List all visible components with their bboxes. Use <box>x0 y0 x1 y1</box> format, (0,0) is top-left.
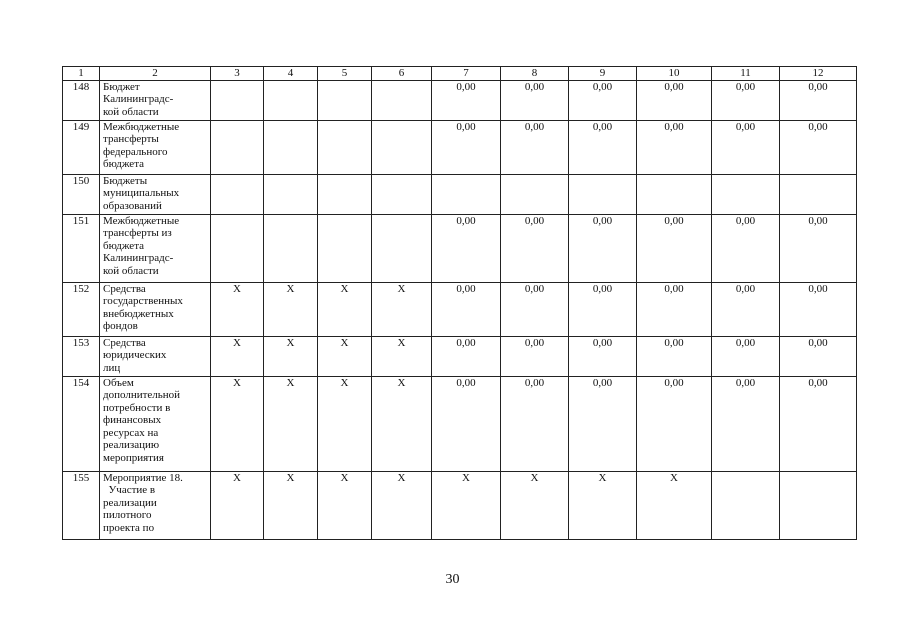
value-cell <box>372 80 432 120</box>
row-name-line: Участие в <box>103 484 156 496</box>
row-name-line: реализации <box>103 496 157 509</box>
table-row <box>63 336 857 376</box>
column-header: 12 <box>780 67 857 81</box>
value-cell: X <box>264 376 318 471</box>
value-cell <box>372 214 432 282</box>
table-row <box>63 282 857 336</box>
column-header: 4 <box>264 67 318 81</box>
value-cell: 0,00 <box>637 282 712 336</box>
row-name-line: трансферты из <box>103 227 172 239</box>
row-name-line: финансовых <box>103 414 162 426</box>
value-cell: 0,00 <box>569 80 637 120</box>
row-name-line: трансферты <box>103 133 159 145</box>
row-name-line: бюджета <box>103 239 145 252</box>
page-number: 30 <box>445 572 460 587</box>
row-name-cell <box>100 282 211 336</box>
row-name-line: Объем <box>103 376 134 389</box>
value-cell: 0,00 <box>432 282 501 336</box>
row-name-line: ресурсах на <box>103 426 159 439</box>
table-row <box>63 376 857 471</box>
value-cell: X <box>569 471 637 539</box>
value-cell <box>372 120 432 174</box>
column-header: 8 <box>501 67 569 81</box>
value-cell <box>780 471 857 539</box>
row-name-line: Бюджет <box>103 80 140 93</box>
value-cell <box>264 120 318 174</box>
row-name-line: федерального <box>103 145 168 158</box>
row-name-cell <box>100 471 211 539</box>
value-cell: 0,00 <box>712 214 780 282</box>
table-row <box>63 120 857 174</box>
table-row <box>63 471 857 539</box>
column-header: 3 <box>211 67 264 81</box>
value-cell: 0,00 <box>569 120 637 174</box>
row-name-line: Мероприятие 18. <box>103 471 183 484</box>
value-cell: 0,00 <box>780 336 857 376</box>
value-cell: X <box>637 471 712 539</box>
row-name-line: фондов <box>103 320 138 332</box>
value-cell <box>211 214 264 282</box>
value-cell: X <box>372 336 432 376</box>
value-cell <box>211 174 264 214</box>
value-cell: 0,00 <box>712 282 780 336</box>
row-name-line: образований <box>103 199 162 212</box>
value-cell: 0,00 <box>637 80 712 120</box>
value-cell: 0,00 <box>780 80 857 120</box>
value-cell: 0,00 <box>501 376 569 471</box>
row-name-line: Средства <box>103 336 146 349</box>
value-cell: 0,00 <box>432 376 501 471</box>
column-header: 2 <box>100 67 211 81</box>
column-header: 10 <box>637 67 712 81</box>
value-cell <box>264 80 318 120</box>
table-body <box>63 80 857 539</box>
value-cell: 0,00 <box>637 214 712 282</box>
value-cell: 0,00 <box>501 336 569 376</box>
value-cell: 0,00 <box>712 336 780 376</box>
row-number: 155 <box>63 471 100 539</box>
row-name-cell <box>100 174 211 214</box>
row-name-line: потребности в <box>103 401 171 414</box>
column-header: 1 <box>63 67 100 81</box>
row-name-line: лиц <box>103 361 121 374</box>
row-name-line: государственных <box>103 295 183 307</box>
row-name-line: Межбюджетные <box>103 120 180 133</box>
column-header: 7 <box>432 67 501 81</box>
row-name-line: муниципальных <box>103 187 180 199</box>
value-cell <box>318 174 372 214</box>
row-number: 151 <box>63 214 100 282</box>
value-cell <box>372 174 432 214</box>
value-cell: X <box>318 376 372 471</box>
value-cell: 0,00 <box>501 282 569 336</box>
value-cell: 0,00 <box>501 214 569 282</box>
value-cell: X <box>372 376 432 471</box>
value-cell <box>432 174 501 214</box>
budget-table <box>62 66 857 540</box>
row-name-line: Средства <box>103 282 146 295</box>
row-name-line: внебюджетных <box>103 307 174 320</box>
value-cell: 0,00 <box>780 214 857 282</box>
row-number: 152 <box>63 282 100 336</box>
table-header-row <box>63 67 857 81</box>
row-name-cell <box>100 376 211 471</box>
value-cell: X <box>432 471 501 539</box>
value-cell: X <box>211 282 264 336</box>
value-cell <box>637 174 712 214</box>
row-name-line: проекта по <box>103 521 155 534</box>
value-cell: 0,00 <box>432 336 501 376</box>
value-cell <box>264 174 318 214</box>
value-cell: 0,00 <box>780 282 857 336</box>
value-cell: 0,00 <box>569 214 637 282</box>
row-number: 149 <box>63 120 100 174</box>
row-name-line: мероприятия <box>103 451 164 464</box>
value-cell: X <box>372 471 432 539</box>
value-cell: X <box>318 336 372 376</box>
value-cell: X <box>211 471 264 539</box>
value-cell: 0,00 <box>637 120 712 174</box>
value-cell: 0,00 <box>712 80 780 120</box>
value-cell: 0,00 <box>780 120 857 174</box>
row-name-cell <box>100 120 211 174</box>
row-name-line: Бюджеты <box>103 174 148 187</box>
row-name-line: дополнительной <box>103 389 181 401</box>
row-name-line: юридических <box>103 349 167 361</box>
value-cell: 0,00 <box>712 120 780 174</box>
value-cell: 0,00 <box>432 80 501 120</box>
row-name-line: кой области <box>103 105 159 118</box>
row-name-line: Межбюджетные <box>103 214 180 227</box>
value-cell: 0,00 <box>637 336 712 376</box>
row-number: 148 <box>63 80 100 120</box>
value-cell: X <box>264 282 318 336</box>
row-name-line: бюджета <box>103 158 145 170</box>
value-cell: 0,00 <box>501 120 569 174</box>
value-cell <box>712 471 780 539</box>
table-row <box>63 214 857 282</box>
row-name-cell <box>100 80 211 120</box>
value-cell <box>501 174 569 214</box>
column-header: 11 <box>712 67 780 81</box>
row-number: 154 <box>63 376 100 471</box>
value-cell: 0,00 <box>569 376 637 471</box>
value-cell: 0,00 <box>501 80 569 120</box>
value-cell <box>712 174 780 214</box>
row-name-cell <box>100 336 211 376</box>
value-cell: 0,00 <box>432 120 501 174</box>
table-row <box>63 80 857 120</box>
value-cell: X <box>501 471 569 539</box>
value-cell <box>318 80 372 120</box>
value-cell: X <box>264 336 318 376</box>
row-name-line: Калининградс- <box>103 252 174 264</box>
value-cell <box>318 214 372 282</box>
row-name-line: кой области <box>103 264 159 277</box>
value-cell <box>211 120 264 174</box>
value-cell: 0,00 <box>569 336 637 376</box>
value-cell: 0,00 <box>432 214 501 282</box>
value-cell <box>264 214 318 282</box>
value-cell: 0,00 <box>569 282 637 336</box>
row-name-line: реализацию <box>103 439 160 451</box>
value-cell: X <box>211 376 264 471</box>
value-cell: 0,00 <box>637 376 712 471</box>
value-cell <box>318 120 372 174</box>
value-cell: X <box>318 282 372 336</box>
value-cell <box>211 80 264 120</box>
value-cell: 0,00 <box>780 376 857 471</box>
table-row <box>63 174 857 214</box>
value-cell: 0,00 <box>712 376 780 471</box>
value-cell <box>569 174 637 214</box>
column-header: 6 <box>372 67 432 81</box>
value-cell <box>780 174 857 214</box>
value-cell: X <box>211 336 264 376</box>
row-name-line: пилотного <box>103 509 152 521</box>
value-cell: X <box>318 471 372 539</box>
column-header: 5 <box>318 67 372 81</box>
row-name-cell <box>100 214 211 282</box>
row-number: 150 <box>63 174 100 214</box>
column-header: 9 <box>569 67 637 81</box>
row-number: 153 <box>63 336 100 376</box>
value-cell: X <box>264 471 318 539</box>
row-name-line: Калининградс- <box>103 93 174 105</box>
value-cell: X <box>372 282 432 336</box>
